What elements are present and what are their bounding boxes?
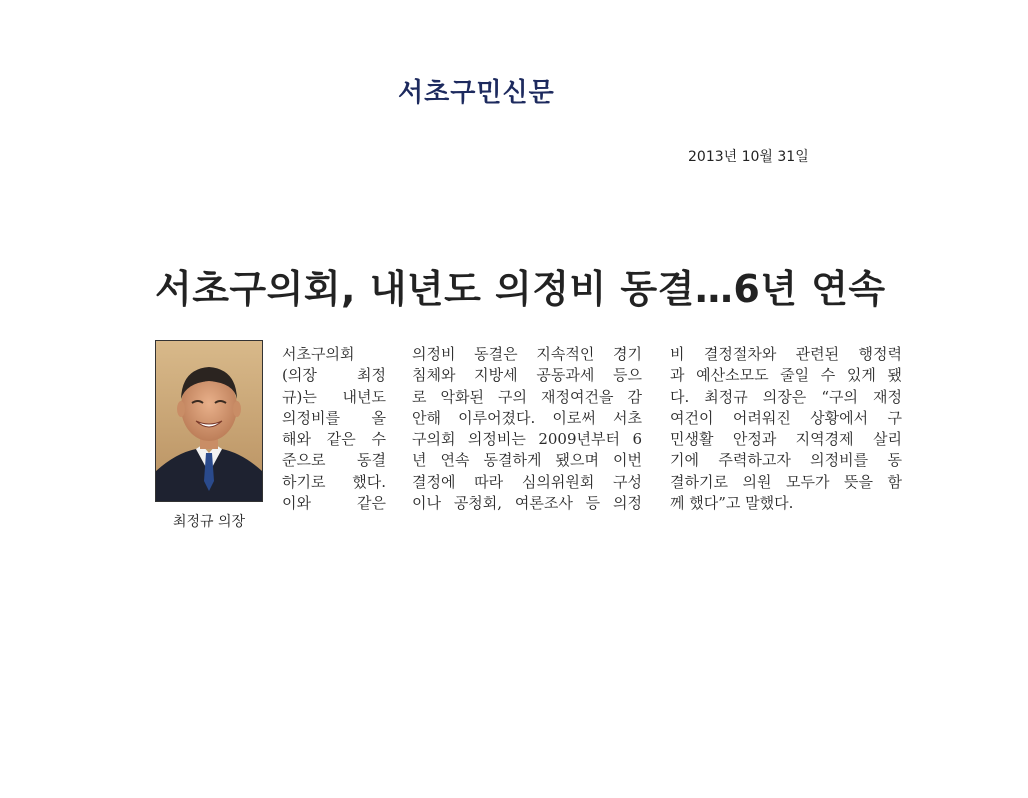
column-line: 로 악화된 구의 재정여건을 감 [412,387,642,406]
column-line: 결정에 따라 심의위원회 구성 [412,472,642,491]
publication-date: 2013년 10월 31일 [688,149,809,165]
article-column-1 [282,344,386,514]
column-line: 이와 같은 [282,494,386,513]
column-line: 과 예산소모도 줄일 수 있게 됐 [670,366,902,385]
column-line: 비 결정절차와 관련된 행정력 [670,345,902,363]
column-line: 의정비를 올 [282,408,386,427]
column-line: 년 연속 동결하게 됐으며 이번 [412,451,642,470]
column-line: 서초구의회 [282,345,355,363]
photo-caption: 최정규 의장 [172,514,246,530]
column-line: 하기로 했다. [282,472,386,491]
column-line: 구의회 의정비는 2009년부터 6 [412,430,642,449]
column-line: 해와 같은 수 [282,430,386,449]
column-line: 침체와 지방세 공동과세 등으 [412,366,642,385]
article-headline: 서초구의회, 내년도 의정비 동결…6년 연속 [155,267,886,311]
column-line: 안해 이루어졌다. 이로써 서초 [412,408,642,427]
column-line: 기에 주력하고자 의정비를 동 [670,451,902,470]
portrait-photo [155,340,263,502]
column-line: 께 했다”고 말했다. [670,494,794,513]
column-line: 이나 공청회, 여론조사 등 의정 [412,494,642,513]
column-line: 규)는 내년도 [282,387,386,406]
article-column-2 [412,344,642,514]
column-line: 준으로 동결 [282,451,386,470]
column-line: 민생활 안정과 지역경제 살리 [670,430,902,449]
article-column-3 [670,344,902,514]
column-line: (의장 최정 [282,366,386,385]
column-line: 의정비 동결은 지속적인 경기 [412,345,642,363]
column-line: 다. 최정규 의장은 “구의 재정 [670,387,902,406]
column-line: 여건이 어려워진 상황에서 구 [670,408,902,427]
newspaper-masthead: 서초구민신문 [398,78,555,108]
column-line: 결하기로 의원 모두가 뜻을 함 [670,472,902,491]
